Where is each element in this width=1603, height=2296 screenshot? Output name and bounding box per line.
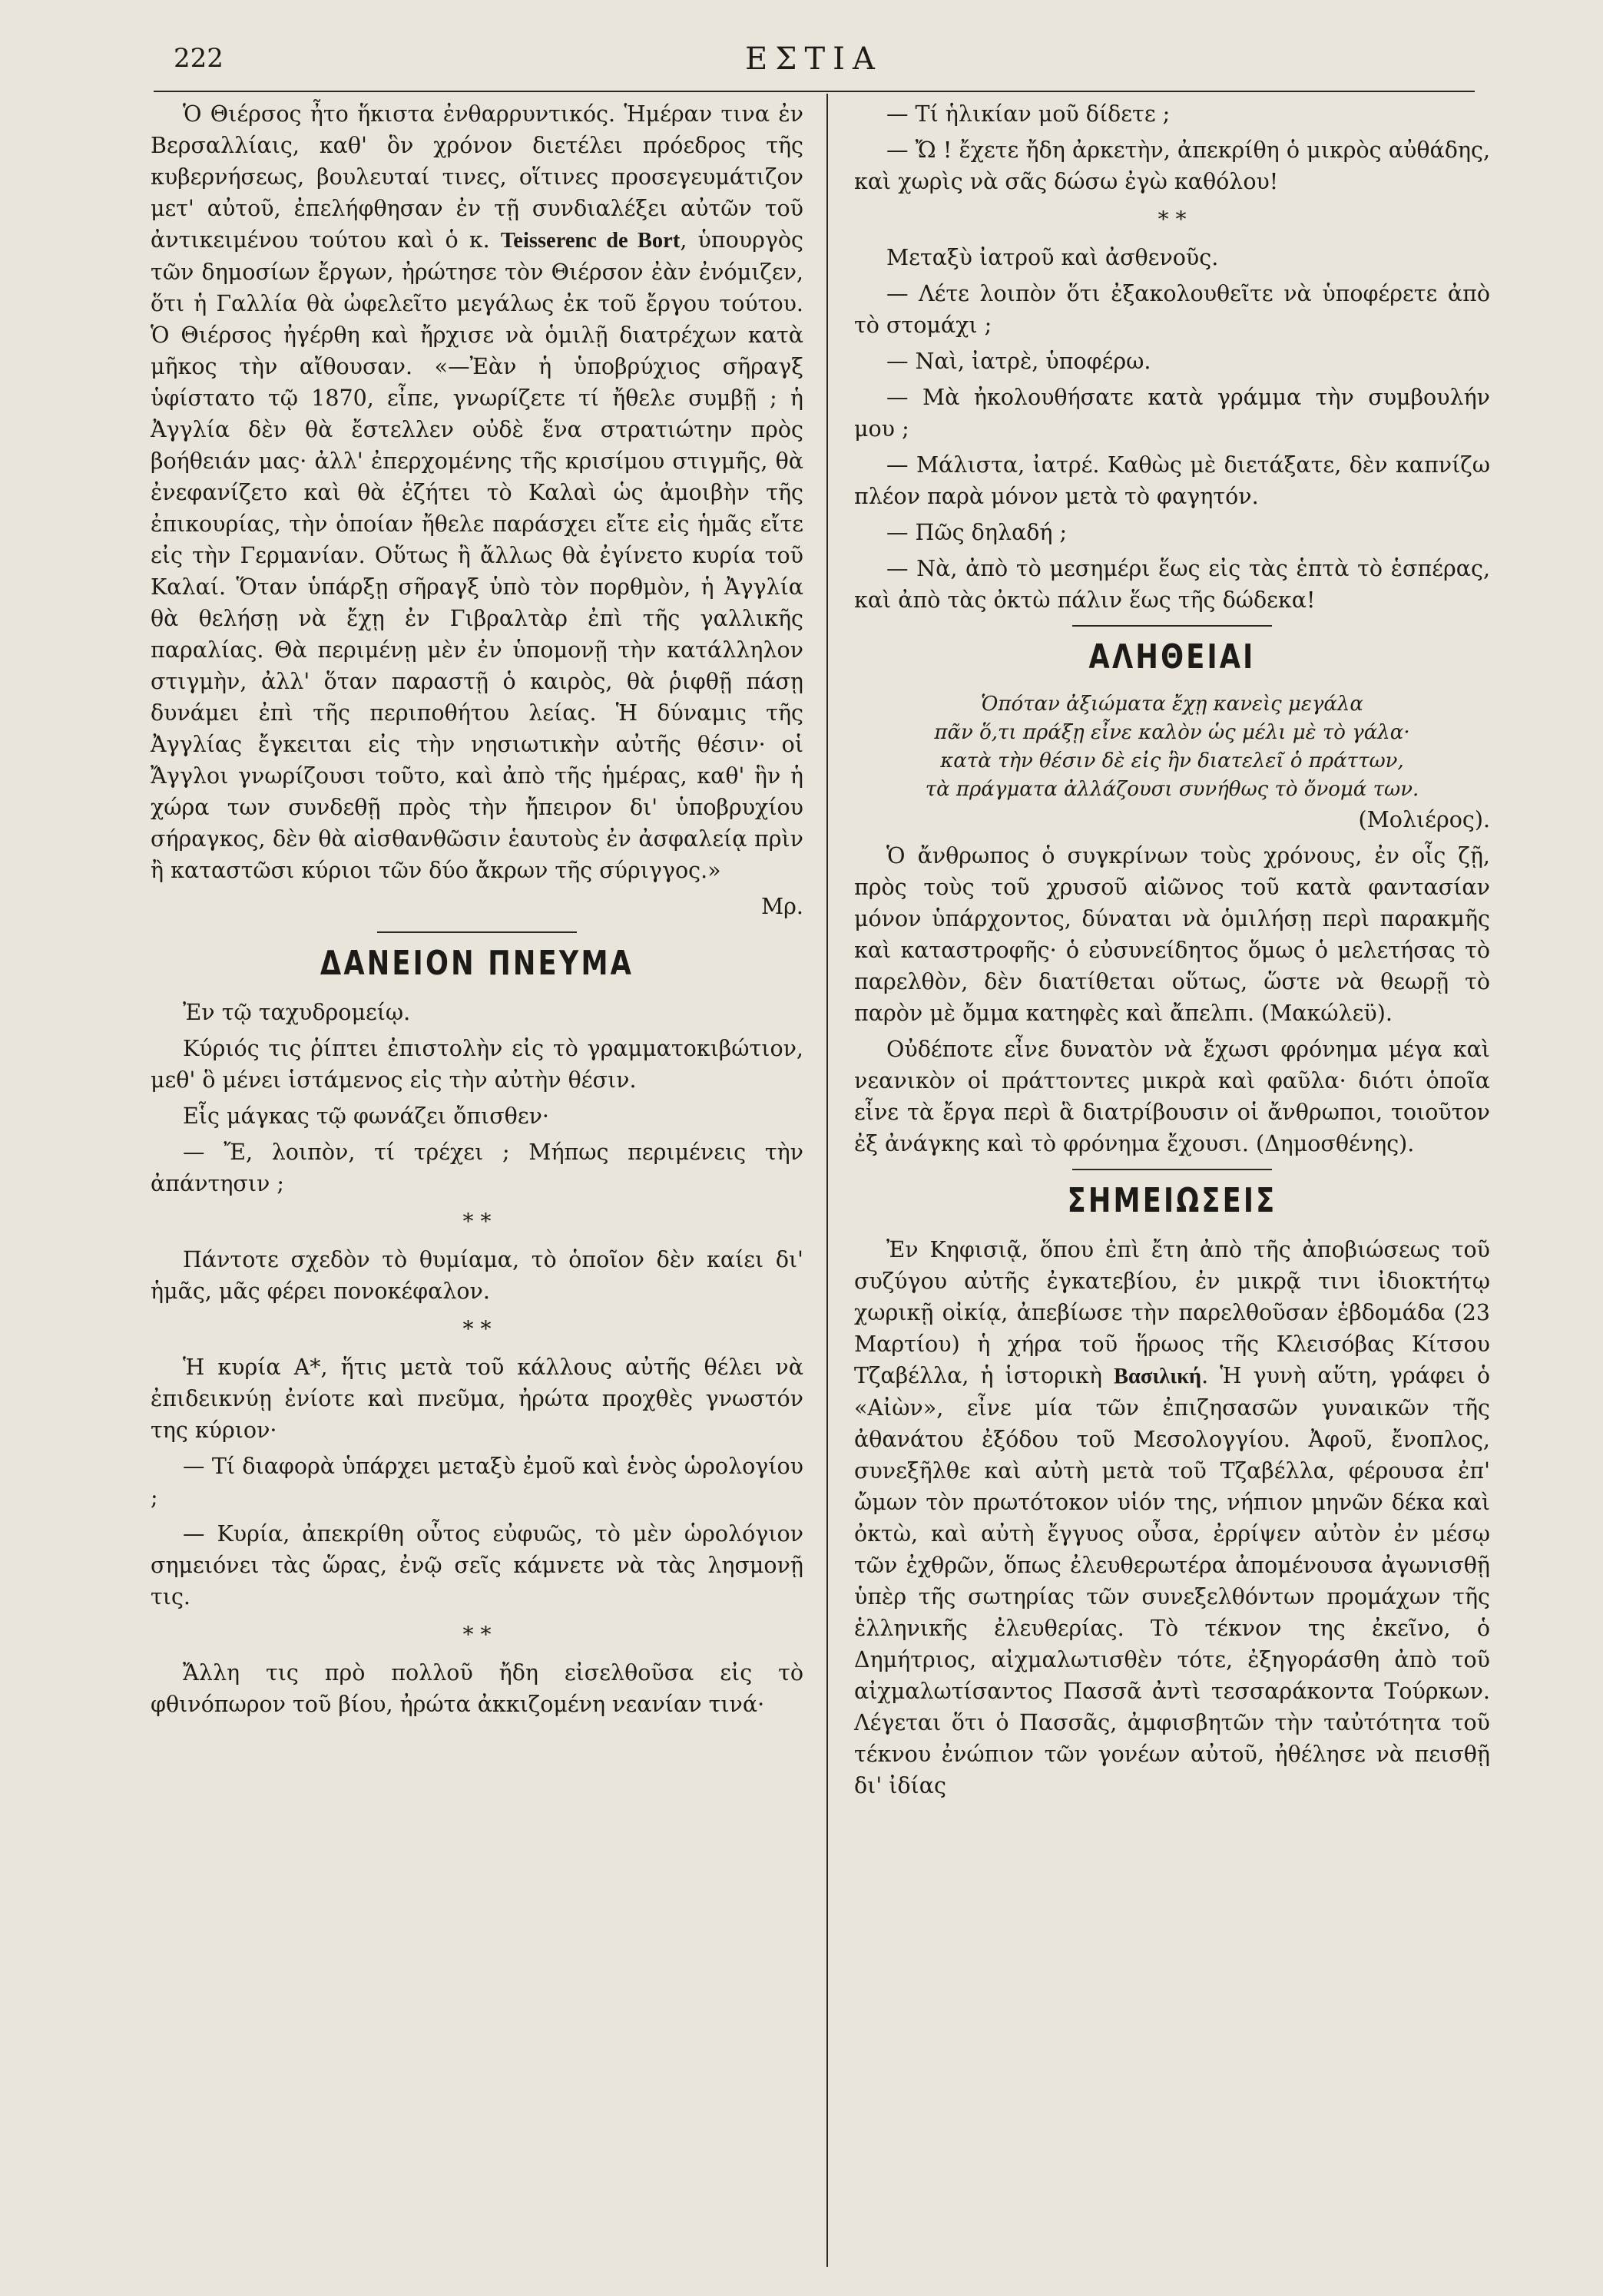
dialogue-line: — Λέτε λοιπὸν ὅτι ἐξακολουθεῖτε νὰ ὑποφέρετε ἀπὸ τὸ στομάχι ; [854, 281, 1490, 338]
verse-line: πᾶν ὅ,τι πράξῃ εἶνε καλὸν ὡς μέλι μὲ τὸ γάλα· [934, 721, 1410, 744]
journal-title: ΕΣΤΙΑ [745, 41, 883, 77]
asterism: * * [1158, 207, 1187, 232]
dialogue-line: — Ναὶ, ἰατρὲ, ὑποφέρω. [886, 349, 1151, 374]
section-divider [377, 931, 577, 933]
verse-line: Ὁπόταν ἀξιώματα ἔχῃ κανεὶς μεγάλα [981, 693, 1363, 716]
asterism: * * [462, 1209, 492, 1234]
right-column [854, 98, 1490, 1806]
dialogue-line: — Μὰ ἠκολουθήσατε κατὰ γράμμα τὴν συμβουλήν μου ; [854, 385, 1490, 442]
asterism: * * [462, 1622, 492, 1647]
anecdote-line: Κύριός τις ῥίπτει ἐπιστολὴν εἰς τὸ γραμματοκιβώτιον, μεθ' ὃ μένει ἱστάμενος εἰς τὴν αὐτὴν θέσιν. [151, 1036, 803, 1093]
person-name: Βασιλική [1113, 1365, 1202, 1388]
dialogue-line: — Μάλιστα, ἰατρέ. Καθὼς μὲ διετάξατε, δὲν καπνίζω πλέον παρὰ μόνον μετὰ τὸ φαγητόν. [854, 452, 1490, 509]
anecdote-line: Εἷς μάγκας τῷ φωνάζει ὄπισθεν· [183, 1103, 549, 1129]
section-divider [1072, 625, 1272, 627]
verse-line: τὰ πράγματα ἀλλάζουσι συνήθως τὸ ὄνομά των. [925, 778, 1419, 801]
truth-paragraph: Οὐδέποτε εἶνε δυνατὸν νὰ ἔχωσι φρόνημα μέγα καὶ νεανικὸν οἱ πράττοντες μικρὰ καὶ φαῦλα· διότι ὁποῖα εἶνε τὰ ἔργα περὶ ἃ διατρίβουσιν οἱ ἄνθρωποι, τοιοῦτον ἐξ ἀνάγκης καὶ τὸ φρόνημα ἔχουσι. (Δημοσθένης). [854, 1037, 1490, 1156]
column-divider [826, 94, 828, 2267]
section-title-semeioseis: ΣΗΜΕΙΩΣΕΙΣ [1067, 1181, 1277, 1220]
anecdote-paragraph: Πάντοτε σχεδὸν τὸ θυμίαμα, τὸ ὁποῖον δὲν καίει δι' ἡμᾶς, μᾶς φέρει πονοκέφαλον. [151, 1247, 803, 1304]
anecdote-line: Ἡ κυρία Α*, ἥτις μετὰ τοῦ κάλλους αὐτῆς θέλει νὰ ἐπιδεικνύῃ ἐνίοτε καὶ πνεῦμα, ἠρώτα προχθὲς γνωστόν της κύριον· [151, 1355, 803, 1443]
header-rule [154, 91, 1475, 92]
article-signature: Μρ. [761, 894, 803, 919]
anecdote-line: — Τί διαφορὰ ὑπάρχει μεταξὺ ἐμοῦ καὶ ἑνὸς ὡρολογίου ; [151, 1454, 803, 1510]
section-title-aletheiai: ΑΛΗΘΕΙΑΙ [1088, 637, 1256, 677]
verse-line: κατὰ τὴν θέσιν δὲ εἰς ἣν διατελεῖ ὁ πράττων, [940, 749, 1404, 773]
dialogue-line: — Νὰ, ἀπὸ τὸ μεσημέρι ἕως εἰς τὰς ἑπτὰ τὸ ἑσπέρας, καὶ ἀπὸ τὰς ὀκτὼ πάλιν ἕως τῆς δώδεκα! [854, 556, 1490, 613]
section-divider [1072, 1169, 1272, 1170]
quote-author: (Μολιέρος). [1358, 807, 1490, 832]
dialogue-title: Μεταξὺ ἰατροῦ καὶ ἀσθενοῦς. [886, 245, 1219, 270]
page-number: 222 [174, 43, 224, 74]
anecdote-line: Ἐν τῷ ταχυδρομείῳ. [183, 1000, 411, 1025]
asterism: * * [462, 1316, 492, 1342]
section-title-daneion-pneuma: ΔΑΝΕΙΟΝ ΠΝΕΥΜΑ [320, 944, 634, 983]
left-column [151, 98, 803, 1725]
dialogue-line: — Πῶς δηλαδή ; [886, 520, 1068, 545]
anecdote-line: — Κυρία, ἀπεκρίθη οὗτος εὐφυῶς, τὸ μὲν ὡρολόγιον σημειόνει τὰς ὥρας, ἐνῷ σεῖς κάμνετε νὰ τὰς λησμονῇ τις. [151, 1521, 803, 1610]
page-header [0, 0, 1603, 92]
anecdote-line: — Ἔ, λοιπὸν, τί τρέχει ; Μήπως περιμένεις τὴν ἀπάντησιν ; [151, 1140, 803, 1196]
truth-paragraph: Ὁ ἄνθρωπος ὁ συγκρίνων τοὺς χρόνους, ἐν οἷς ζῇ, πρὸς τοὺς τοῦ χρυσοῦ αἰῶνος τοῦ κατὰ φαντασίαν μόνον ὑπάρχοντος, δύναται νὰ ὁμιλήσῃ περὶ παρακμῆς καὶ καταστροφῆς· ὁ εὐσυνείδητος ὅμως ὁ μελετήσας τὸ παρελθὸν, δὲν διατίθεται οὕτως, ὥστε νὰ θεωρῇ τὸ παρὸν μὲ ὄμμα κατηφὲς καὶ ἄπελπι. (Μακώλεϋ). [854, 843, 1490, 1026]
note-paragraph: Ἐν Κηφισιᾷ, ὅπου ἐπὶ ἔτη ἀπὸ τῆς ἀποβιώσεως τοῦ συζύγου αὐτῆς ἐγκατεβίου, ἐν μικρᾷ τινι ἰδιοκτήτῳ χωρικῇ οἰκίᾳ, ἀπεβίωσε τὴν παρελθοῦσαν ἑβδομάδα (23 Μαρτίου) ἡ χήρα τοῦ ἥρωος τῆς Κλεισόβας Κίτσου Τζαβέλλα, ἡ ἱστορικὴ Βασιλική. Ἡ γυνὴ αὕτη, γράφει ὁ «Αἰὼν», εἶνε μία τῶν ἐπιζησασῶν γυναικῶν τῆς ἀθανάτου ἐξόδου τοῦ Μεσολογγίου. Ἀφοῦ, ἔνοπλος, συνεξῆλθε καὶ αὐτὴ μετὰ τοῦ Τζαβέλλα, φέρουσα ἐπ' ὤμων τὸν πρωτότοκον υἱόν της, νήπιον μηνῶν δέκα καὶ ὀκτὼ, καὶ αὐτὴ ἔγγυος οὖσα, ἐρρίψεν αὐτὸν ἐν μέσῳ τῶν ἐχθρῶν, ὅπως ἐλευθερωτέρα ἀπομένουσα ἀγωνισθῇ ὑπὲρ τῆς σωτηρίας τῶν συνεξελθόντων προμάχων τῆς ἑλληνικῆς ἐλευθερίας. Τὸ τέκνον της ἐκεῖνο, ὁ Δημήτριος, αἰχμαλωτισθὲν τότε, ἐξηγοράσθη ἀπὸ τοῦ αἰχμαλωτίσαντος Πασσᾶ ἀντὶ τεσσαράκοντα Τούρκων. Λέγεται ὅτι ὁ Πασσᾶς, ἀμφισβητῶν τὴν ταὐτότητα τοῦ τέκνου ἐνώπιον τῶν γονέων αὐτοῦ, ἠθέλησε νὰ πεισθῇ δι' ἰδίας [854, 1237, 1490, 1798]
dialogue-line: — Ὤ ! ἔχετε ἤδη ἀρκετὴν, ἀπεκρίθη ὁ μικρὸς αὐθάδης, καὶ χωρὶς νὰ σᾶς δώσω ἐγὼ καθόλου! [854, 137, 1490, 194]
anecdote-paragraph: Ἄλλη τις πρὸ πολλοῦ ἤδη εἰσελθοῦσα εἰς τὸ φθινόπωρον τοῦ βίου, ἠρώτα ἀκκιζομένη νεανίαν τινά· [151, 1660, 803, 1717]
dialogue-line: — Τί ἡλικίαν μοῦ δίδετε ; [886, 101, 1171, 127]
article-paragraph: Ὁ Θιέρσος ἦτο ἥκιστα ἐνθαρρυντικός. Ἡμέραν τινα ἐν Βερσαλλίαις, καθ' ὃν χρόνον διετέλει πρόεδρος τῆς κυβερνήσεως, βουλευταί τινες, οἵτινες προσεγευμάτιζον μετ' αὐτοῦ, ἐπελήφθησαν ἐν τῇ συνδιαλέξει αὐτῶν τοῦ ἀντικειμένου τούτου καὶ ὁ κ. Teisserenc de Bort, ὑπουργὸς τῶν δημοσίων ἔργων, ἠρώτησε τὸν Θιέρσον ἐὰν ἐνόμιζεν, ὅτι ἡ Γαλλία θὰ ὠφελεῖτο μεγάλως ἐκ τοῦ ἔργου τούτου. Ὁ Θιέρσος ἠγέρθη καὶ ἤρχισε νὰ ὁμιλῇ διατρέχων κατὰ μῆκος τὴν αἴθουσαν. «—Ἐὰν ἡ ὑποβρύχιος σῆραγξ ὑφίστατο τῷ 1870, εἶπε, γνωρίζετε τί ἤθελε συμβῇ ; ἡ Ἀγγλία δὲν θὰ ἔστελλεν οὐδὲ ἕνα στρατιώτην πρὸς βοήθειάν μας· ἀλλ' ἐπερχομένης τῆς κρισίμου στιγμῆς, θὰ ἐνεφανίζετο καὶ θὰ ἐζήτει τὸ Καλαὶ ὡς ἀμοιβὴν τῆς ἐπικουρίας, τὴν ὁποίαν ἤθελε παράσχει εἴτε εἰς ἡμᾶς εἴτε εἰς τὴν Γερμανίαν. Οὕτως ἢ ἄλλως θὰ ἐγίνετο κυρία τοῦ Καλαί. Ὅταν ὑπάρξῃ σῆραγξ ὑπὸ τὸν πορθμὸν, ἡ Ἀγγλία θὰ θελήσῃ νὰ ἔχῃ ἐν Γιβραλτὰρ ἐπὶ τῆς γαλλικῆς παραλίας. Θὰ περιμένῃ μὲν ἐν ὑπομονῇ τὴν κατάλληλον στιγμὴν, ἀλλ' ὅταν παραστῇ ὁ καιρὸς, θὰ ῥιφθῇ πάσῃ δυνάμει ἐπὶ τῆς περιποθήτου λείας. Ἡ δύναμις τῆς Ἀγγλίας ἔγκειται εἰς τὴν νησιωτικὴν αὐτῆς θέσιν· οἱ Ἄγγλοι γνωρίζουσι τοῦτο, καὶ ἀπὸ τῆς ἡμέρας, καθ' ἣν ἡ χώρα των συνδεθῇ πρὸς τὴν ἤπειρον δι' ὑποβρυχίου σήραγκος, δὲν θὰ αἰσθανθῶσιν ἑαυτοὺς ἐν ἀσφαλείᾳ πρὶν ἢ καταστῶσι κύριοι τῶν δύο ἄκρων τῆς σύριγγος.» [151, 101, 803, 883]
person-name: Teisserenc de Bort [500, 229, 681, 253]
